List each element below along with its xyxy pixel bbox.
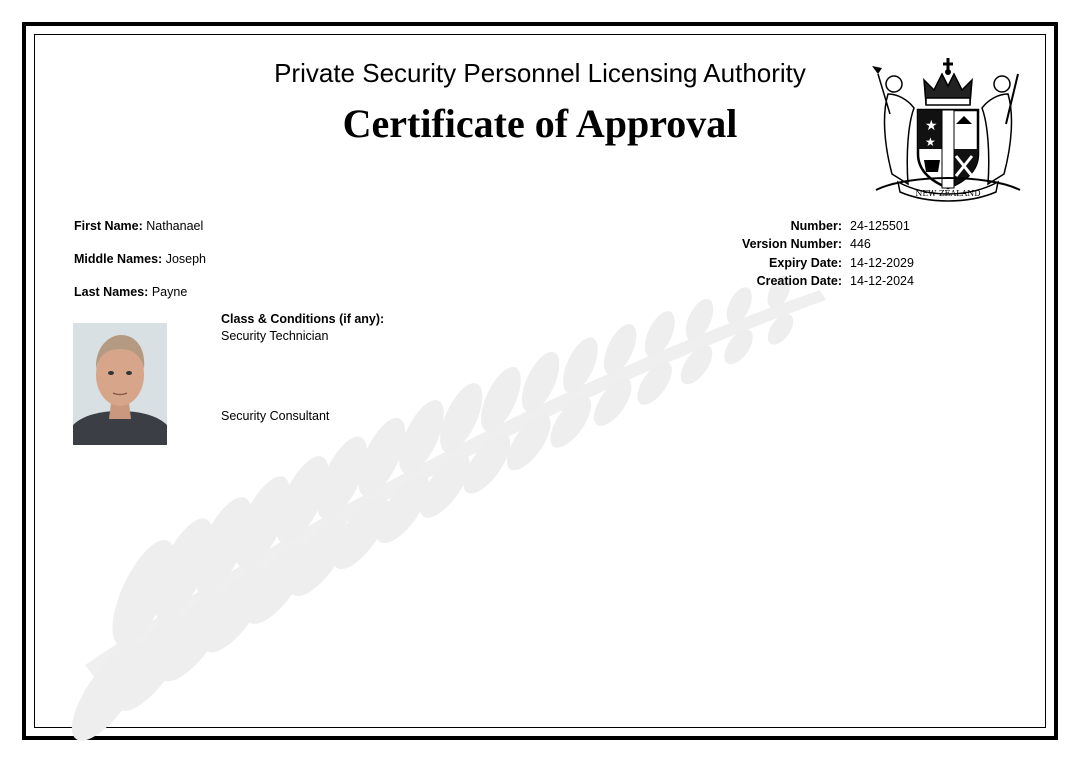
creation-date-field <box>650 274 940 292</box>
middle-names-label: Middle Names: <box>74 252 163 266</box>
number-field <box>650 219 940 237</box>
first-name-label: First Name: <box>74 219 143 233</box>
svg-text:★: ★ <box>925 135 936 149</box>
creation-date-value: 14-12-2024 <box>850 274 914 288</box>
middle-names-field <box>74 252 206 266</box>
middle-names-value: Joseph <box>165 252 207 266</box>
certificate-title: Certificate of Approval <box>342 101 738 146</box>
svg-text:★: ★ <box>925 118 938 134</box>
version-number-label: Version Number: <box>741 237 842 251</box>
authority-name: Private Security Personnel Licensing Authority <box>274 58 806 88</box>
last-names-value: Payne <box>151 285 188 299</box>
number-label: Number: <box>790 219 842 233</box>
last-names-field <box>74 285 187 299</box>
crest-banner-text: NEW ZEALAND <box>915 189 981 198</box>
expiry-date-field <box>650 256 940 274</box>
version-number-value: 446 <box>850 237 871 251</box>
new-zealand-coat-of-arms-icon <box>868 54 1028 206</box>
class-conditions-label: Class & Conditions (if any): <box>221 312 385 326</box>
last-names-label: Last Names: <box>74 285 149 299</box>
first-name-value: Nathanael <box>146 219 204 233</box>
number-value: 24-125501 <box>850 219 910 233</box>
expiry-date-value: 14-12-2029 <box>850 256 914 270</box>
condition-item-2: Security Consultant <box>221 409 330 423</box>
expiry-date-label: Expiry Date: <box>769 256 842 270</box>
first-name-field <box>74 219 203 233</box>
creation-date-label: Creation Date: <box>756 274 842 288</box>
holder-photo <box>73 323 167 445</box>
version-number-field <box>650 237 940 255</box>
condition-item-1: Security Technician <box>221 329 329 343</box>
